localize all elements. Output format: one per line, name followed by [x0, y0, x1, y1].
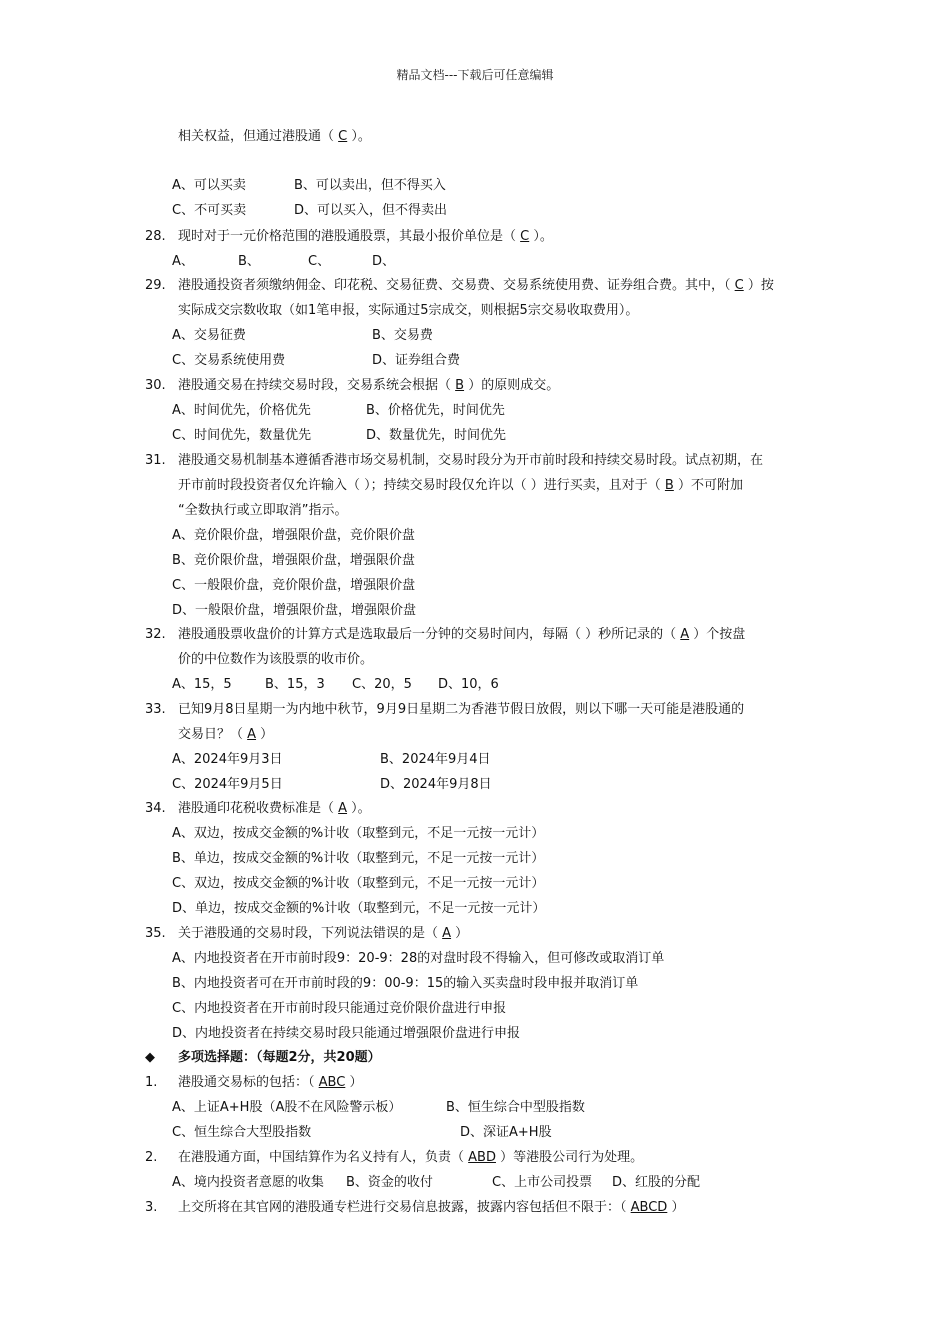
section-title: 多项选择题：（每题2分，共20题） — [178, 1050, 381, 1065]
m1-answer: ABC — [318, 1075, 346, 1090]
q33-option-a: A、2024年9月3日 — [172, 752, 283, 767]
q35-stem: 关于港股通的交易时段，下列说法错误的是（ A ） — [178, 926, 469, 941]
q30-option-c: C、时间优先，数量优先 — [172, 428, 312, 443]
q33-option-c: C、2024年9月5日 — [172, 777, 283, 792]
q34-option-c: C、双边，按成交金额的%计收（取整到元，不足一元按一元计） — [172, 876, 545, 891]
q31-option-d: D、一般限价盘，增强限价盘，增强限价盘 — [172, 603, 417, 618]
q27-stem: 相关权益，但通过港股通（ C ）。 — [178, 129, 371, 144]
q34-stem: 港股通印花税收费标准是（ A ）。 — [178, 801, 371, 816]
m1-stem: 港股通交易标的包括：（ ABC ） — [178, 1075, 363, 1090]
m2-option-b: B、资金的收付 — [346, 1175, 433, 1190]
q29-answer: C — [734, 278, 744, 293]
q34-option-d: D、单边，按成交金额的%计收（取整到元，不足一元按一元计） — [172, 901, 546, 916]
q35-option-d: D、内地投资者在持续交易时段只能通过增强限价盘进行申报 — [172, 1026, 521, 1041]
q27-option-d: D、可以买入，但不得卖出 — [294, 203, 448, 218]
q31-number: 31. — [145, 453, 166, 468]
m2-number: 2. — [145, 1150, 158, 1165]
q35-answer: A — [442, 926, 452, 941]
q29-stem-line2: 实际成交宗数收取（如1笔申报，实际通过5宗成交，则根据5宗交易收取费用）。 — [178, 303, 639, 318]
m2-answer: ABD — [468, 1150, 496, 1165]
q28-answer: C — [520, 229, 530, 244]
q35-option-a: A、内地投资者在开市前时段9：20-9：28的对盘时段不得输入，但可修改或取消订单 — [172, 951, 665, 966]
q27-option-c: C、不可买卖 — [172, 203, 247, 218]
q31-stem-line3: “全数执行或立即取消”指示。 — [178, 503, 348, 518]
q29-number: 29. — [145, 278, 166, 293]
m2-option-a: A、境内投资者意愿的收集 — [172, 1175, 324, 1190]
q29-option-b: B、交易费 — [372, 328, 433, 343]
m3-number: 3. — [145, 1200, 158, 1215]
q27-option-a: A、可以买卖 — [172, 178, 246, 193]
q34-option-a: A、双边，按成交金额的%计收（取整到元，不足一元按一元计） — [172, 826, 545, 841]
q28-option-a: A、 — [172, 254, 194, 269]
q33-stem-line2: 交易日？（ A ） — [178, 727, 274, 742]
q32-stem-line2: 价的中位数作为该股票的收市价。 — [178, 652, 374, 667]
q32-option-c: C、20，5 — [352, 677, 412, 692]
q28-option-b: B、 — [238, 254, 260, 269]
q29-stem-line1: 港股通投资者须缴纳佣金、印花税、交易征费、交易费、交易系统使用费、证券组合费。其中，（ C ）按 — [178, 278, 774, 293]
m1-number: 1. — [145, 1075, 158, 1090]
m3-answer: ABCD — [630, 1200, 668, 1215]
q30-number: 30. — [145, 378, 166, 393]
m1-option-d: D、深证A+H股 — [460, 1125, 552, 1140]
q32-number: 32. — [145, 627, 166, 642]
m2-option-c: C、上市公司投票 — [492, 1175, 593, 1190]
q31-stem-line2: 开市前时段投资者仅允许输入（ ）；持续交易时段仅允许以（ ）进行买卖，且对于（ B ）不可附加 — [178, 478, 743, 493]
q29-option-d: D、证券组合费 — [372, 353, 461, 368]
q32-option-b: B、15，3 — [265, 677, 325, 692]
q34-number: 34. — [145, 801, 166, 816]
q30-option-b: B、价格优先，时间优先 — [366, 403, 505, 418]
q35-option-c: C、内地投资者在开市前时段只能通过竞价限价盘进行申报 — [172, 1001, 507, 1016]
q35-option-b: B、内地投资者可在开市前时段的9：00-9：15的输入买卖盘时段申报并取消订单 — [172, 976, 639, 991]
q31-option-c: C、一般限价盘，竞价限价盘，增强限价盘 — [172, 578, 416, 593]
m1-option-b: B、恒生综合中型股指数 — [446, 1100, 585, 1115]
m3-stem: 上交所将在其官网的港股通专栏进行交易信息披露，披露内容包括但不限于：（ ABCD ） — [178, 1200, 685, 1215]
q30-option-a: A、时间优先，价格优先 — [172, 403, 311, 418]
q31-stem-line1: 港股通交易机制基本遵循香港市场交易机制，交易时段分为开市前时段和持续交易时段。试点初期，在 — [178, 453, 764, 468]
q29-option-c: C、交易系统使用费 — [172, 353, 286, 368]
q32-option-d: D、10，6 — [438, 677, 499, 692]
q32-option-a: A、15，5 — [172, 677, 232, 692]
q34-answer: A — [338, 801, 348, 816]
q27-option-b: B、可以卖出，但不得买入 — [294, 178, 446, 193]
q29-option-a: A、交易征费 — [172, 328, 246, 343]
q28-number: 28. — [145, 229, 166, 244]
q34-option-b: B、单边，按成交金额的%计收（取整到元，不足一元按一元计） — [172, 851, 545, 866]
q31-option-a: A、竞价限价盘，增强限价盘，竞价限价盘 — [172, 528, 415, 543]
q30-option-d: D、数量优先，时间优先 — [366, 428, 507, 443]
q28-option-d: D、 — [372, 254, 396, 269]
m1-option-c: C、恒生综合大型股指数 — [172, 1125, 312, 1140]
q31-answer: B — [664, 478, 674, 493]
section-bullet-icon: ◆ — [145, 1050, 155, 1065]
q33-answer: A — [247, 727, 257, 742]
page-header: 精品文档---下载后可任意编辑 — [396, 68, 554, 82]
m2-option-d: D、红股的分配 — [612, 1175, 701, 1190]
q33-stem-line1: 已知9月8日星期一为内地中秋节，9月9日星期二为香港节假日放假，则以下哪一天可能是港股通的 — [178, 702, 745, 717]
q30-stem: 港股通交易在持续交易时段，交易系统会根据（ B ）的原则成交。 — [178, 378, 560, 393]
q30-answer: B — [455, 378, 465, 393]
q32-answer: A — [680, 627, 690, 642]
q28-option-c: C、 — [308, 254, 331, 269]
q35-number: 35. — [145, 926, 166, 941]
q33-option-b: B、2024年9月4日 — [380, 752, 491, 767]
q27-answer: C — [338, 129, 348, 144]
q32-stem-line1: 港股通股票收盘价的计算方式是选取最后一分钟的交易时间内，每隔（ ）秒所记录的（ A ）个按盘 — [178, 627, 746, 642]
q33-option-d: D、2024年9月8日 — [380, 777, 492, 792]
q28-stem: 现时对于一元价格范围的港股通股票，其最小报价单位是（ C ）。 — [178, 229, 553, 244]
q33-number: 33. — [145, 702, 166, 717]
q31-option-b: B、竞价限价盘，增强限价盘，增强限价盘 — [172, 553, 415, 568]
m1-option-a: A、上证A+H股（A股不在风险警示板） — [172, 1100, 402, 1115]
m2-stem: 在港股通方面，中国结算作为名义持有人，负责（ ABD ）等港股公司行为处理。 — [178, 1150, 644, 1165]
